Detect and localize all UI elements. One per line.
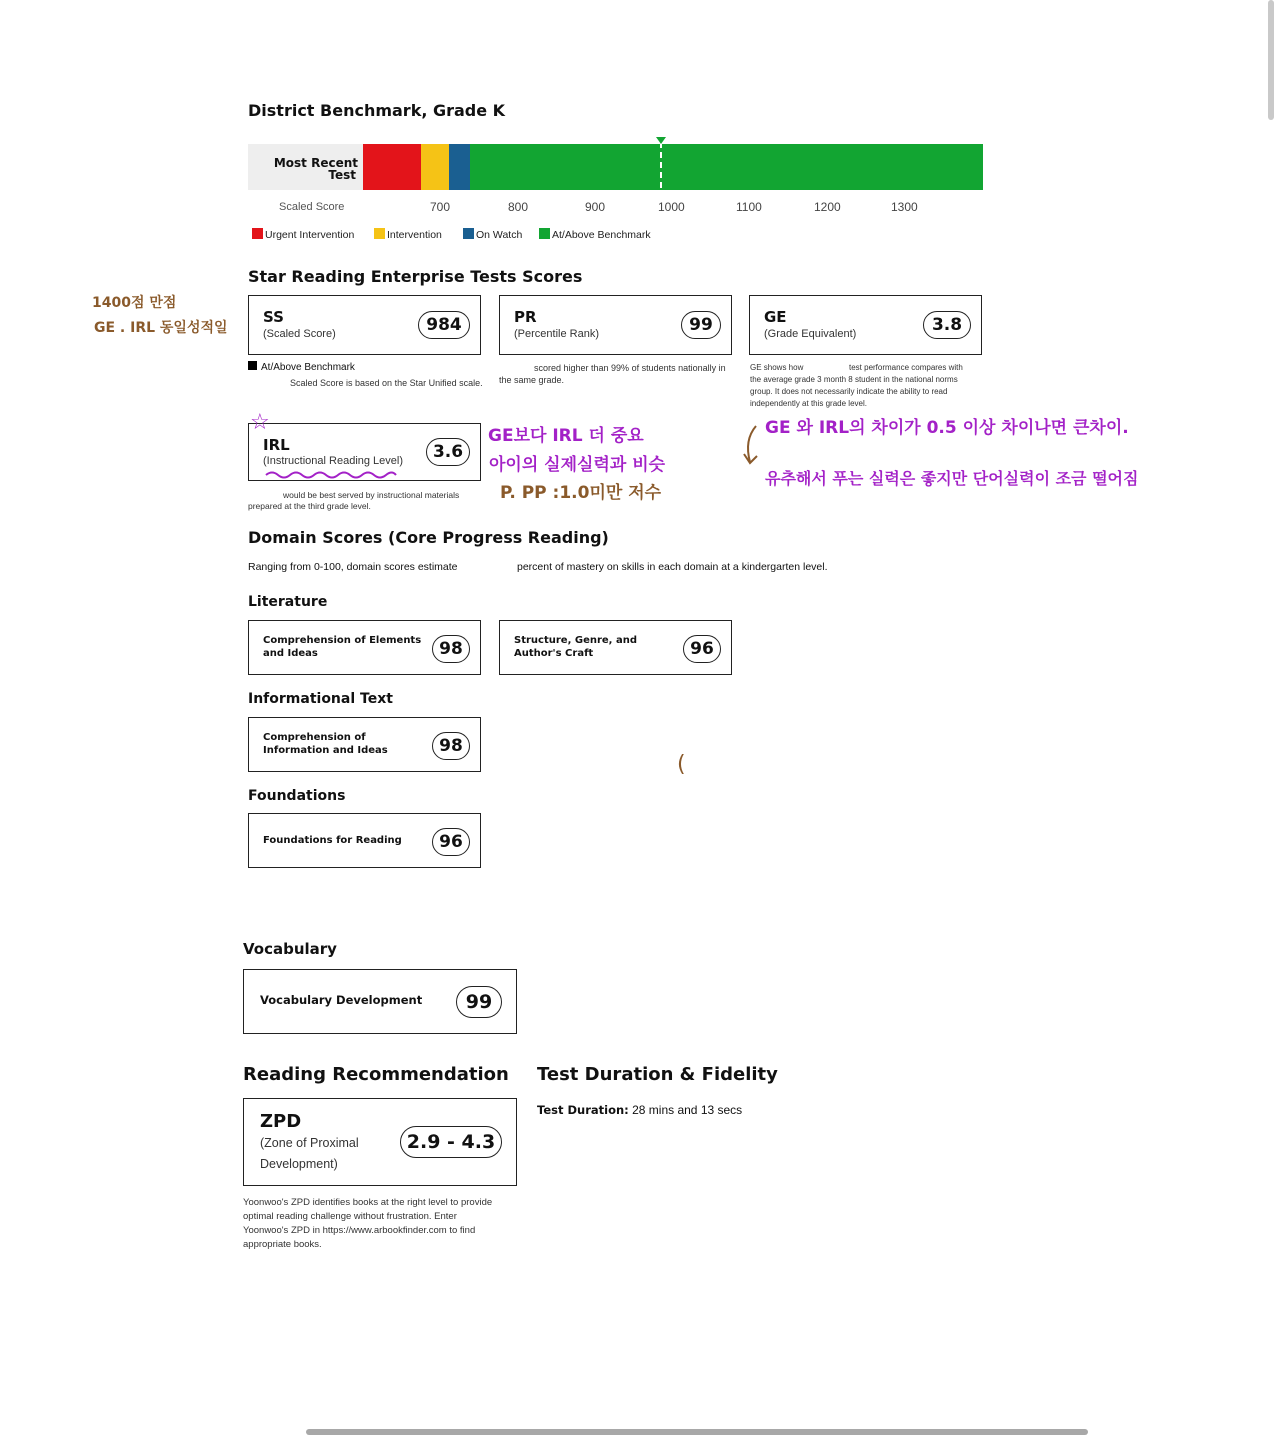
duration-label: Test Duration: (537, 1103, 629, 1117)
irl-underline-squiggle (264, 470, 399, 480)
vertical-scrollbar[interactable] (1268, 0, 1274, 120)
ss-note: Scaled Score is based on the Star Unified scale. (290, 378, 483, 388)
ge-value: 3.8 (923, 311, 971, 339)
tick-label: 900 (585, 200, 606, 214)
vocabulary-title: Vocabulary (243, 940, 337, 958)
domain-desc-2: percent of mastery on skills in each domain at a kindergarten level. (517, 561, 828, 573)
ge-note-1b: test performance compares with (849, 363, 963, 372)
score-marker-line (660, 142, 662, 188)
horizontal-scrollbar[interactable] (306, 1429, 1088, 1435)
annotation-left-1: 1400점 만점 (92, 295, 177, 311)
zpd-card (243, 1098, 517, 1186)
tick-label: 800 (508, 200, 529, 214)
foundations-title: Foundations (248, 788, 346, 804)
zpd-code: ZPD (260, 1111, 302, 1132)
ge-note-3: group. It does not necessarily indicate the ability to read (750, 387, 948, 396)
band-on-watch (449, 144, 470, 190)
domain-score: 99 (456, 986, 502, 1018)
ge-note-4: independently at this grade level. (750, 399, 867, 408)
ss-name: (Scaled Score) (263, 328, 336, 340)
irl-name: (Instructional Reading Level) (263, 455, 404, 467)
zpd-note-1: Yoonwoo's ZPD identifies books at the right level to provide (243, 1197, 493, 1208)
band-intervention (421, 144, 449, 190)
annotation-paren: ( (677, 752, 686, 777)
annotation-mid-1: GE보다 IRL 더 중요 (488, 426, 644, 446)
domain-card-comprehension-information (248, 717, 481, 772)
irl-code: IRL (263, 436, 290, 454)
benchmark-row-label-line1: Most Recent (273, 156, 358, 170)
tick-label: 1200 (814, 200, 841, 214)
recommendation-title: Reading Recommendation (243, 1064, 509, 1085)
zpd-name-line1: (Zone of Proximal (260, 1136, 359, 1150)
star-doodle-icon: ☆ (250, 410, 270, 435)
annotation-right-2: 유추해서 푸는 실력은 좋지만 단어실력이 조금 떨어짐 (765, 469, 1139, 488)
tick-label: 1100 (736, 200, 762, 214)
domain-score: 98 (432, 635, 470, 663)
ss-code: SS (263, 308, 284, 326)
domain-card-structure-genre (499, 620, 732, 675)
benchmark-title: District Benchmark, Grade K (248, 101, 506, 120)
pr-note-2: the same grade. (499, 375, 565, 385)
domain-name-line1: Foundations for Reading (263, 835, 402, 846)
ge-note-1: GE shows how (750, 363, 804, 372)
domain-name-line2: Information and Ideas (263, 745, 388, 756)
ge-card (749, 295, 982, 355)
legend-at-above (539, 228, 651, 241)
pr-code: PR (514, 308, 537, 326)
pr-card (499, 295, 732, 355)
zpd-note-2: optimal reading challenge without frustration. Enter (243, 1211, 457, 1222)
band-urgent-intervention (363, 144, 421, 190)
ss-benchmark-label: At/Above Benchmark (261, 362, 355, 373)
ge-name: (Grade Equivalent) (764, 328, 857, 340)
literature-title: Literature (248, 594, 328, 610)
domain-name-line1: Comprehension of (263, 732, 366, 743)
duration-value: 28 mins and 13 secs (632, 1103, 743, 1117)
black-square-icon (248, 361, 257, 370)
domain-score: 96 (683, 635, 721, 663)
ss-benchmark-badge (248, 361, 355, 373)
legend-label: On Watch (476, 229, 523, 241)
irl-note-1: would be best served by instructional materials (283, 490, 460, 500)
domain-name-line1: Comprehension of Elements (263, 635, 422, 646)
legend-label: Intervention (387, 229, 442, 241)
legend-intervention (374, 228, 442, 241)
legend-urgent (252, 228, 354, 241)
zpd-value: 2.9 - 4.3 (400, 1126, 502, 1158)
tick-label: 1300 (891, 200, 918, 214)
domain-score: 98 (432, 732, 470, 760)
annotation-left-2: GE . IRL 동일성적일 (94, 320, 228, 336)
duration-row (537, 1103, 742, 1117)
zpd-note-3: Yoonwoo's ZPD in https://www.arbookfinder.com to find (243, 1225, 476, 1236)
pr-name: (Percentile Rank) (514, 328, 599, 340)
duration-title: Test Duration & Fidelity (537, 1064, 778, 1085)
tick-label: 700 (430, 200, 451, 214)
annotation-mid-2: 아이의 실제실력과 비슷 (489, 455, 666, 475)
domain-card-comprehension-elements (248, 620, 481, 675)
informational-title: Informational Text (248, 691, 393, 707)
axis-label: Scaled Score (279, 201, 345, 213)
domain-card-vocabulary-development (243, 969, 517, 1034)
band-at-above-benchmark (470, 144, 983, 190)
domain-card-foundations-reading (248, 813, 481, 868)
ge-note-2: the average grade 3 month 8 student in the national norms (750, 375, 958, 384)
domain-title: Domain Scores (Core Progress Reading) (248, 528, 609, 547)
domain-name-line2: and Ideas (263, 648, 318, 659)
zpd-note-4: appropriate books. (243, 1239, 322, 1250)
domain-name-line2: Author's Craft (514, 648, 594, 659)
legend-label: At/Above Benchmark (552, 229, 651, 241)
annotation-right-1: GE 와 IRL의 차이가 0.5 이상 차이나면 큰차이. (765, 418, 1129, 438)
ss-card (248, 295, 481, 355)
domain-desc-1: Ranging from 0-100, domain scores estimate (248, 561, 458, 573)
ss-value: 984 (418, 311, 470, 339)
zpd-name-line2: Development) (260, 1157, 338, 1171)
score-marker-triangle (656, 137, 666, 144)
annotation-mid-3: P. PP :1.0미만 저수 (500, 483, 662, 503)
ge-code: GE (764, 308, 787, 326)
irl-value: 3.6 (426, 438, 470, 466)
tick-label: 1000 (658, 200, 685, 214)
domain-score: 96 (432, 828, 470, 856)
benchmark-row-label-line2: Test (328, 168, 356, 182)
legend-label: Urgent Intervention (265, 229, 355, 241)
benchmark-row-label (248, 144, 363, 190)
domain-name-line1: Structure, Genre, and (514, 635, 637, 646)
star-title: Star Reading Enterprise Tests Scores (248, 267, 583, 286)
domain-name-line1: Vocabulary Development (260, 993, 423, 1007)
annotation-arrow-icon (742, 424, 768, 466)
legend-on-watch (463, 228, 522, 241)
pr-value: 99 (681, 311, 721, 339)
pr-note-1: scored higher than 99% of students nationally in (534, 363, 726, 373)
irl-note-2: prepared at the third grade level. (248, 501, 371, 511)
